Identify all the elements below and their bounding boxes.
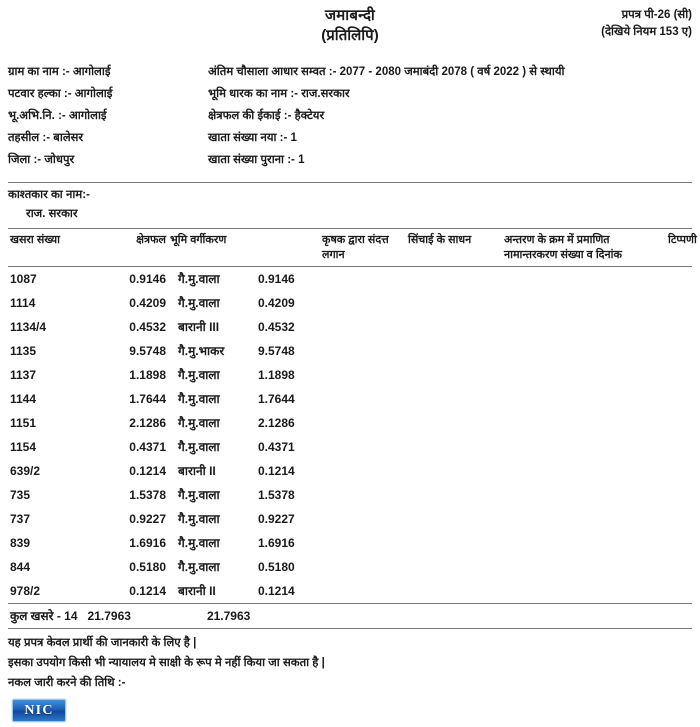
tehsil-value: बालेसर: [53, 132, 84, 144]
cell-rent-paid: [328, 339, 414, 363]
cell-land-class: गै.मु.वाला: [178, 296, 220, 310]
cell-land-class: गै.मु.भाकर: [178, 344, 225, 358]
cell-remark: [674, 555, 692, 579]
cell-land-class: गै.मु.वाला: [178, 560, 220, 574]
cell-land-class: बारानी III: [178, 320, 220, 334]
cultivator-label: काश्तकार का नाम:-: [8, 189, 90, 201]
cell-land-class: गै.मु.वाला: [178, 440, 220, 454]
total-area-sum: 21.7963: [87, 609, 131, 623]
cell-rent-paid: [328, 291, 414, 315]
cell-remark: [674, 267, 692, 291]
cell-khasra-number: 1137: [10, 368, 37, 382]
area-unit-label: क्षेत्रफल की ईकाई :-: [208, 110, 292, 122]
cell-remark: [674, 363, 692, 387]
cell-remark: [674, 315, 692, 339]
cell-irrigation: [414, 555, 510, 579]
cell-area: 0.4532: [129, 320, 166, 334]
cell-rent-paid: [328, 411, 414, 435]
cell-area: 1.1898: [129, 368, 166, 382]
cell-irrigation: [414, 507, 510, 531]
logo-area: [0, 693, 700, 727]
cell-irrigation: [414, 291, 510, 315]
khasra-table-header: [8, 229, 697, 266]
cell-mutation: [510, 555, 674, 579]
cell-rent-paid: [328, 363, 414, 387]
form-reference-line1: प्रपत्र पी-26 (सी): [621, 9, 692, 21]
cell-area-secondary: 0.9227: [258, 512, 295, 526]
cell-area: 0.1214: [129, 584, 166, 598]
table-row: [8, 483, 692, 507]
cultivator-block: [0, 183, 700, 224]
cell-khasra-number: 978/2: [10, 584, 41, 598]
cell-mutation: [510, 315, 674, 339]
cell-area-secondary: 0.1214: [258, 584, 295, 598]
cell-area: 0.9146: [129, 272, 166, 286]
cell-remark: [674, 507, 692, 531]
district-field: [8, 152, 208, 167]
cell-mutation: [510, 411, 674, 435]
table-header-row: [8, 229, 692, 266]
area-unit-field: [208, 108, 692, 123]
title-block: [0, 6, 700, 46]
table-row: [8, 459, 692, 483]
cell-remark: [674, 387, 692, 411]
cell-rent-paid: [328, 483, 414, 507]
nic-logo: [12, 699, 66, 722]
khata-old-label: खाता संख्या पुराना :-: [208, 154, 295, 166]
cell-rent-paid: [328, 555, 414, 579]
village-label: ग्राम का नाम :-: [8, 66, 70, 78]
table-row: [8, 555, 692, 579]
cell-khasra-number: 735: [10, 488, 31, 502]
col-header-land-class: भूमि वर्गीकरण: [170, 234, 227, 246]
cell-area: 9.5748: [129, 344, 166, 358]
cell-area-secondary: 1.1898: [258, 368, 295, 382]
page-subtitle: (प्रतिलिपि): [321, 27, 379, 44]
cell-mutation: [510, 339, 674, 363]
cell-irrigation: [414, 531, 510, 555]
table-row: [8, 579, 692, 603]
document-header: [0, 0, 700, 58]
cell-area: 0.9227: [129, 512, 166, 526]
khata-new-field: [208, 130, 692, 145]
khata-new-value: 1: [290, 132, 297, 144]
tehsil-field: [8, 130, 208, 145]
cell-area: 0.4371: [129, 440, 166, 454]
cell-land-class: बारानी II: [178, 464, 216, 478]
cell-khasra-number: 737: [10, 512, 31, 526]
cell-rent-paid: [328, 531, 414, 555]
cell-area: 1.5378: [129, 488, 166, 502]
cell-khasra-number: 1114: [10, 296, 36, 310]
cell-mutation: [510, 291, 674, 315]
total-khasra-label: कुल खसरे - 14: [10, 609, 78, 623]
patwar-halka-value: आगोलाई: [74, 88, 113, 100]
cell-area-secondary: 0.4532: [258, 320, 295, 334]
cell-land-class: गै.मु.वाला: [178, 368, 220, 382]
bhu-abhi-ni-field: [8, 108, 208, 123]
cell-mutation: [510, 531, 674, 555]
cell-irrigation: [414, 315, 510, 339]
khata-old-field: [208, 152, 692, 167]
cell-rent-paid: [328, 507, 414, 531]
table-row: [8, 291, 692, 315]
form-reference: [601, 7, 692, 41]
samvat-value: 2077 - 2080 जमाबंदी 2078 ( वर्ष 2022 ) से स्थायी: [339, 66, 565, 78]
cell-land-class: गै.मु.वाला: [178, 536, 220, 550]
table-row: [8, 387, 692, 411]
cell-rent-paid: [328, 387, 414, 411]
samvat-field: [208, 64, 692, 79]
cell-area-secondary: 9.5748: [258, 344, 295, 358]
landholder-name-field: [208, 86, 692, 101]
cell-area-secondary: 1.5378: [258, 488, 295, 502]
cell-area: 0.5180: [129, 560, 166, 574]
patwar-halka-label: पटवार हल्का :-: [8, 88, 72, 100]
col-header-rent-paid: कृषक द्वारा संदत्त लगान: [322, 234, 389, 261]
cell-area: 0.4209: [129, 296, 166, 310]
cell-area-secondary: 2.1286: [258, 416, 295, 430]
bhu-abhi-ni-label: भू.अभि.नि. :-: [8, 110, 66, 122]
col-header-area: क्षेत्रफल: [136, 234, 166, 246]
cell-land-class: गै.मु.वाला: [178, 488, 220, 502]
table-row: [8, 315, 692, 339]
col-header-mutation: अन्तरण के क्रम में प्रमाणित नामान्तरकरण संख्या व दिनांक: [504, 234, 622, 261]
cell-area: 2.1286: [129, 416, 166, 430]
col-header-area-secondary: [248, 229, 320, 266]
meta-row: [8, 130, 692, 152]
cell-remark: [674, 435, 692, 459]
footnote-line-1: यह प्रपत्र केवल प्रार्थी की जानकारी के लिए है |: [8, 637, 197, 649]
district-value: जोधपुर: [44, 154, 75, 166]
cell-area-secondary: 1.6916: [258, 536, 295, 550]
cell-khasra-number: 1154: [10, 440, 37, 454]
bhu-abhi-ni-value: आगोलाई: [68, 110, 107, 122]
meta-row: [8, 64, 692, 86]
cell-remark: [674, 531, 692, 555]
cell-area-secondary: 0.4371: [258, 440, 295, 454]
cell-area: 0.1214: [129, 464, 166, 478]
cell-area-secondary: 0.1214: [258, 464, 295, 478]
cell-khasra-number: 844: [10, 560, 31, 574]
cell-irrigation: [414, 339, 510, 363]
table-row: [8, 363, 692, 387]
cell-area: 1.6916: [129, 536, 166, 550]
cell-khasra-number: 639/2: [10, 464, 41, 478]
meta-row: [8, 108, 692, 130]
cell-khasra-number: 839: [10, 536, 31, 550]
cell-irrigation: [414, 459, 510, 483]
cell-irrigation: [414, 387, 510, 411]
district-label: जिला :-: [8, 154, 42, 166]
cell-mutation: [510, 579, 674, 603]
cell-area-secondary: 0.9146: [258, 272, 295, 286]
cell-mutation: [510, 507, 674, 531]
cell-land-class: गै.मु.वाला: [178, 392, 220, 406]
cell-irrigation: [414, 411, 510, 435]
cell-khasra-number: 1151: [10, 416, 37, 430]
cell-remark: [674, 579, 692, 603]
cell-rent-paid: [328, 315, 414, 339]
cell-remark: [674, 339, 692, 363]
cell-irrigation: [414, 267, 510, 291]
table-row: [8, 267, 692, 291]
cell-irrigation: [414, 483, 510, 507]
cell-irrigation: [414, 435, 510, 459]
cell-irrigation: [414, 363, 510, 387]
cell-land-class: बारानी II: [178, 584, 216, 598]
cell-khasra-number: 1135: [10, 344, 37, 358]
cell-area-secondary: 1.7644: [258, 392, 295, 406]
footnotes: [0, 629, 700, 693]
samvat-label: अंतिम चौसाला आधार सम्वत :-: [208, 66, 337, 78]
footnote-line-3: नकल जारी करने की तिथि :-: [8, 677, 126, 689]
footnote-line-2: इसका उपयोग किसी भी न्यायालय मे साक्षी के रूप मे नहीं किया जा सकता है |: [8, 657, 325, 669]
total-area2-sum: 21.7963: [206, 609, 251, 623]
col-header-khasra-number: खसरा संख्या: [10, 234, 60, 246]
nic-logo-text: NIC: [24, 702, 54, 718]
cell-mutation: [510, 435, 674, 459]
area-unit-value: हैक्टेयर: [294, 110, 325, 122]
cell-remark: [674, 291, 692, 315]
cell-remark: [674, 459, 692, 483]
cell-area-secondary: 0.4209: [258, 296, 295, 310]
khata-old-value: 1: [298, 154, 305, 166]
table-row: [8, 411, 692, 435]
cell-remark: [674, 483, 692, 507]
cell-mutation: [510, 363, 674, 387]
meta-row: [8, 152, 692, 174]
meta-row: [8, 86, 692, 108]
form-reference-line2: (देखिये नियम 153 ए): [601, 26, 692, 38]
cell-remark: [674, 411, 692, 435]
cell-rent-paid: [328, 459, 414, 483]
landholder-name-label: भूमि धारक का नाम :-: [208, 88, 299, 100]
cell-khasra-number: 1144: [10, 392, 37, 406]
khasra-table-body: [8, 267, 692, 603]
cell-rent-paid: [328, 267, 414, 291]
page-title: जमाबन्दी: [324, 7, 376, 24]
meta-field-grid: [0, 64, 700, 174]
table-body-wrap: [0, 267, 700, 603]
patwar-halka-field: [8, 86, 208, 101]
cell-mutation: [510, 387, 674, 411]
cell-khasra-number: 1134/4: [10, 320, 47, 334]
tehsil-label: तहसील :-: [8, 132, 51, 144]
cell-land-class: गै.मु.वाला: [178, 416, 220, 430]
cell-khasra-number: 1087: [10, 272, 37, 286]
cultivator-name: राज. सरकार: [26, 208, 78, 220]
table-row: [8, 531, 692, 555]
landholder-name-value: राज.सरकार: [301, 88, 350, 100]
cell-land-class: गै.मु.वाला: [178, 272, 220, 286]
cell-rent-paid: [328, 579, 414, 603]
col-header-irrigation: सिंचाई के साधन: [408, 234, 472, 246]
cell-area: 1.7644: [129, 392, 166, 406]
cell-mutation: [510, 483, 674, 507]
col-header-remark: टिप्पणी: [668, 234, 697, 246]
table-header-wrap: [0, 229, 700, 266]
village-value: आगोलाई: [72, 66, 111, 78]
table-row: [8, 339, 692, 363]
total-row: [0, 604, 700, 628]
cell-area-secondary: 0.5180: [258, 560, 295, 574]
cell-irrigation: [414, 579, 510, 603]
table-row: [8, 435, 692, 459]
cell-rent-paid: [328, 435, 414, 459]
cell-mutation: [510, 267, 674, 291]
khata-new-label: खाता संख्या नया :-: [208, 132, 288, 144]
cell-mutation: [510, 459, 674, 483]
cell-land-class: गै.मु.वाला: [178, 512, 220, 526]
table-row: [8, 507, 692, 531]
village-field: [8, 64, 208, 79]
